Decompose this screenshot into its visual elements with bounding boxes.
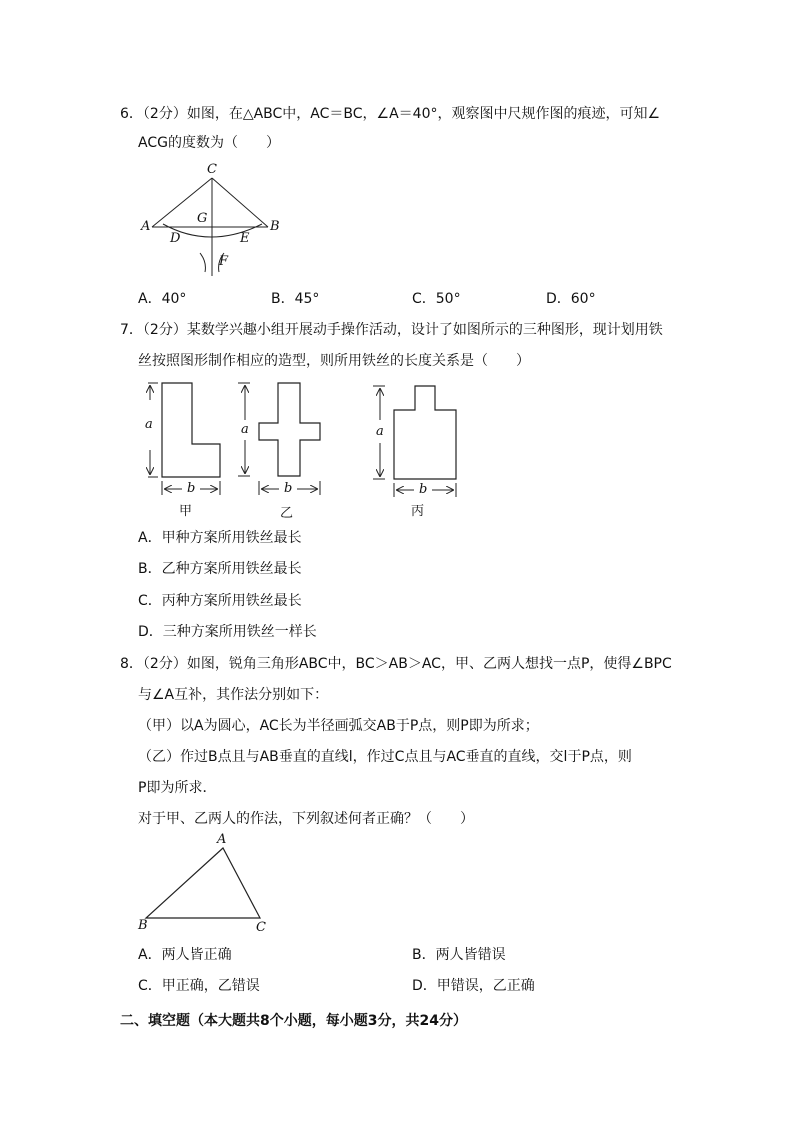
q8-method-yi-line2: P即为所求．: [138, 780, 217, 796]
q8-method-yi-line1: （乙）作过B点且与AB垂直的直线l，作过C点且与AC垂直的直线，交l于P点，则: [138, 749, 632, 765]
q6-label-e: E: [240, 231, 250, 246]
q8-label-b: B: [138, 918, 148, 933]
q8-label-a: A: [217, 832, 227, 847]
q7-caption-bing: 丙: [411, 504, 425, 519]
q6-option-c[interactable]: C．50°: [412, 291, 461, 307]
q7-option-d[interactable]: D．三种方案所用铁丝一样长: [138, 624, 317, 640]
q8-option-d[interactable]: D．甲错误，乙正确: [412, 978, 535, 994]
q6-option-a[interactable]: A．40°: [138, 291, 187, 307]
q8-option-b[interactable]: B．两人皆错误: [412, 947, 506, 963]
q6-label-b: B: [270, 219, 280, 234]
q7-caption-jia: 甲: [179, 504, 193, 519]
q6-label-f: F: [219, 254, 229, 269]
q8-method-jia: （甲）以A为圆心，AC长为半径画弧交AB于P点，则P即为所求；: [138, 718, 539, 734]
q7-dim-a-yi: a: [241, 422, 249, 437]
q7-dim-a-bing: a: [376, 424, 384, 439]
q8-question: 对于甲、乙两人的作法，下列叙述何者正确？（ ）: [138, 811, 474, 827]
q6-label-g: G: [197, 211, 208, 226]
q6-option-b[interactable]: B．45°: [271, 291, 320, 307]
q7-dim-a-jia: a: [145, 417, 153, 432]
q7-dim-b-yi: b: [284, 481, 293, 496]
q8-stem-line2: 与∠A互补，其作法分别如下：: [138, 687, 329, 703]
q7-dim-b-bing: b: [419, 482, 428, 497]
q7-option-c[interactable]: C．丙种方案所用铁丝最长: [138, 593, 302, 609]
q7-stem-line2: 丝按照图形制作相应的造型，则所用铁丝的长度关系是（ ）: [138, 353, 530, 369]
q6-stem-line2: ACG的度数为（ ）: [138, 135, 280, 151]
q7-caption-yi: 乙: [280, 506, 294, 521]
section-heading-fill-blank: 二、填空题（本大题共8个小题，每小题3分，共24分）: [120, 1013, 467, 1029]
q7-stem-line1: 7．（2分）某数学兴趣小组开展动手操作活动，设计了如图所示的三种图形，现计划用铁: [120, 322, 663, 338]
q6-label-a: A: [141, 219, 151, 234]
q8-option-c[interactable]: C．甲正确，乙错误: [138, 978, 260, 994]
q7-option-b[interactable]: B．乙种方案所用铁丝最长: [138, 561, 302, 577]
q6-stem-line1: 6．（2分）如图，在△ABC中，AC＝BC，∠A＝40°，观察图中尺规作图的痕迹，可知∠: [120, 106, 661, 122]
q6-option-d[interactable]: D．60°: [546, 291, 596, 307]
q8-stem-line1: 8．（2分）如图，锐角三角形ABC中，BC＞AB＞AC，甲、乙两人想找一点P，使得∠BPC: [120, 656, 672, 672]
q6-label-c: C: [207, 162, 217, 177]
q7-dim-b-jia: b: [187, 481, 196, 496]
q7-option-a[interactable]: A．甲种方案所用铁丝最长: [138, 530, 302, 546]
q8-option-a[interactable]: A．两人皆正确: [138, 947, 232, 963]
q6-label-d: D: [170, 231, 181, 246]
q8-label-c: C: [256, 920, 266, 935]
